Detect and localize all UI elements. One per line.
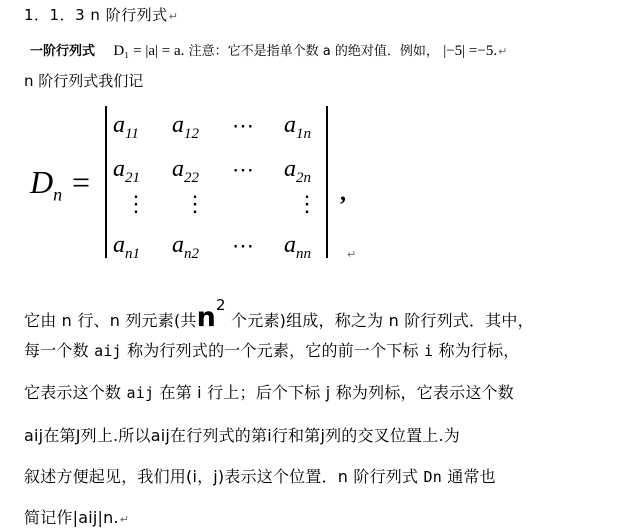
- paragraph-line-3-end: 在第 i 行上；后个下标 j 称为列标，它表示这个数: [154, 383, 514, 402]
- determinant-right-bar: [326, 106, 328, 258]
- matrix-entry-base: a: [172, 156, 184, 182]
- matrix-entry-subscript: 2n: [296, 169, 311, 186]
- matrix-entry-base: a: [172, 232, 184, 258]
- paragraph-mark-icon: ↵: [347, 248, 357, 261]
- paragraph-line-5: [24, 464, 496, 487]
- matrix-cdots: ⋯: [232, 234, 255, 259]
- paragraph-mark-icon: ↵: [168, 10, 179, 23]
- matrix-entry-base: a: [113, 232, 125, 258]
- matrix-entry-r1-c4: [284, 112, 311, 143]
- matrix-entry-subscript: 21: [125, 169, 140, 186]
- matrix-entry-r2-c2: [172, 156, 199, 187]
- matrix-entry-r4-c1: [113, 232, 140, 263]
- matrix-cdots: ⋯: [232, 114, 255, 139]
- matrix-entry-subscript: 1n: [296, 125, 311, 142]
- matrix-entry-subscript: 12: [184, 125, 199, 142]
- paragraph-line-6-text: 简记作|aij|n.: [24, 508, 119, 527]
- row-index-symbol: i: [423, 342, 434, 360]
- matrix-vdots: ⋮: [125, 192, 147, 217]
- matrix-vdots: ⋮: [296, 192, 318, 217]
- definition-formula: D₁ = |a| = a.: [113, 43, 185, 59]
- determinant-label: $D_n$: [30, 164, 63, 205]
- matrix-entry-base: a: [113, 112, 125, 138]
- paragraph-line-2: [24, 338, 520, 361]
- paragraph-line-4-text: aij在第J列上.所以aij在行列式的第i行和第j列的交叉位置上.为: [24, 426, 460, 445]
- paragraph-line-3: [24, 380, 514, 403]
- matrix-cdots: ⋯: [232, 158, 255, 183]
- matrix-entry-r1-c2: [172, 112, 199, 143]
- section-heading: [24, 4, 178, 25]
- determinant-trailing-comma: ,: [340, 180, 346, 206]
- matrix-entry-subscript: n1: [125, 245, 140, 262]
- paragraph-line-2-end: 称为行标，: [433, 341, 520, 360]
- intro-line: [24, 70, 143, 91]
- paragraph-line-1-start: 它由 n 行、n 列元素(共: [24, 311, 197, 330]
- matrix-entry-subscript: 22: [184, 169, 199, 186]
- paragraph-line-1: [24, 296, 534, 333]
- matrix-entry-base: a: [113, 156, 125, 182]
- matrix-entry-base: a: [172, 112, 184, 138]
- element-symbol: aij: [126, 384, 155, 402]
- matrix-entry-base: a: [284, 156, 296, 182]
- paragraph-line-2-start: 每一个数: [24, 341, 95, 360]
- matrix-entry-r2-c4: [284, 156, 311, 187]
- paragraph-line-2-mid: 称为行列式的一个元素，它的前一个下标: [121, 341, 424, 360]
- matrix-entry-r4-c2: [172, 232, 199, 263]
- paragraph-mark-icon: ↵: [119, 513, 130, 526]
- definition-example: |−5| =−5.: [443, 43, 498, 59]
- element-symbol: aij: [94, 342, 122, 360]
- n-squared-base: n: [196, 302, 217, 333]
- determinant-equals: =: [72, 164, 91, 200]
- definition-term: 一阶行列式: [30, 44, 96, 59]
- definition-line: [30, 40, 507, 60]
- matrix-entry-r2-c1: [113, 156, 140, 187]
- matrix-entry-subscript: 11: [125, 125, 139, 142]
- matrix-entry-subscript: nn: [296, 245, 311, 262]
- matrix-entry-base: a: [284, 232, 296, 258]
- paragraph-mark-icon: ↵: [498, 45, 508, 58]
- paragraph-line-3-start: 它表示这个数: [24, 383, 127, 402]
- paragraph-line-4: [24, 423, 460, 446]
- section-heading-text: 1．1．3 n 阶行列式: [24, 6, 168, 24]
- matrix-entry-r4-c4: [284, 232, 311, 263]
- definition-note: 注意：它不是指单个数 a 的绝对值．例如，: [188, 44, 439, 59]
- matrix-entry-subscript: n2: [184, 245, 199, 262]
- n-squared-exponent: 2: [216, 296, 226, 314]
- paragraph-line-6: [24, 505, 129, 528]
- matrix-vdots: ⋮: [184, 192, 206, 217]
- intro-text: n 阶行列式我们记: [24, 72, 144, 90]
- determinant-left-bar: [105, 106, 107, 258]
- paragraph-line-1-end: 个元素)组成，称之为 n 阶行列式．其中，: [225, 311, 534, 330]
- paragraph-line-5-end: 通常也: [441, 467, 496, 486]
- matrix-entry-r1-c1: [113, 112, 139, 143]
- paragraph-line-5-start: 叙述方便起见，我们用(i，j)表示这个位置．n 阶行列式: [24, 467, 424, 486]
- matrix-entry-base: a: [284, 112, 296, 138]
- determinant-symbol: Dn: [423, 468, 442, 486]
